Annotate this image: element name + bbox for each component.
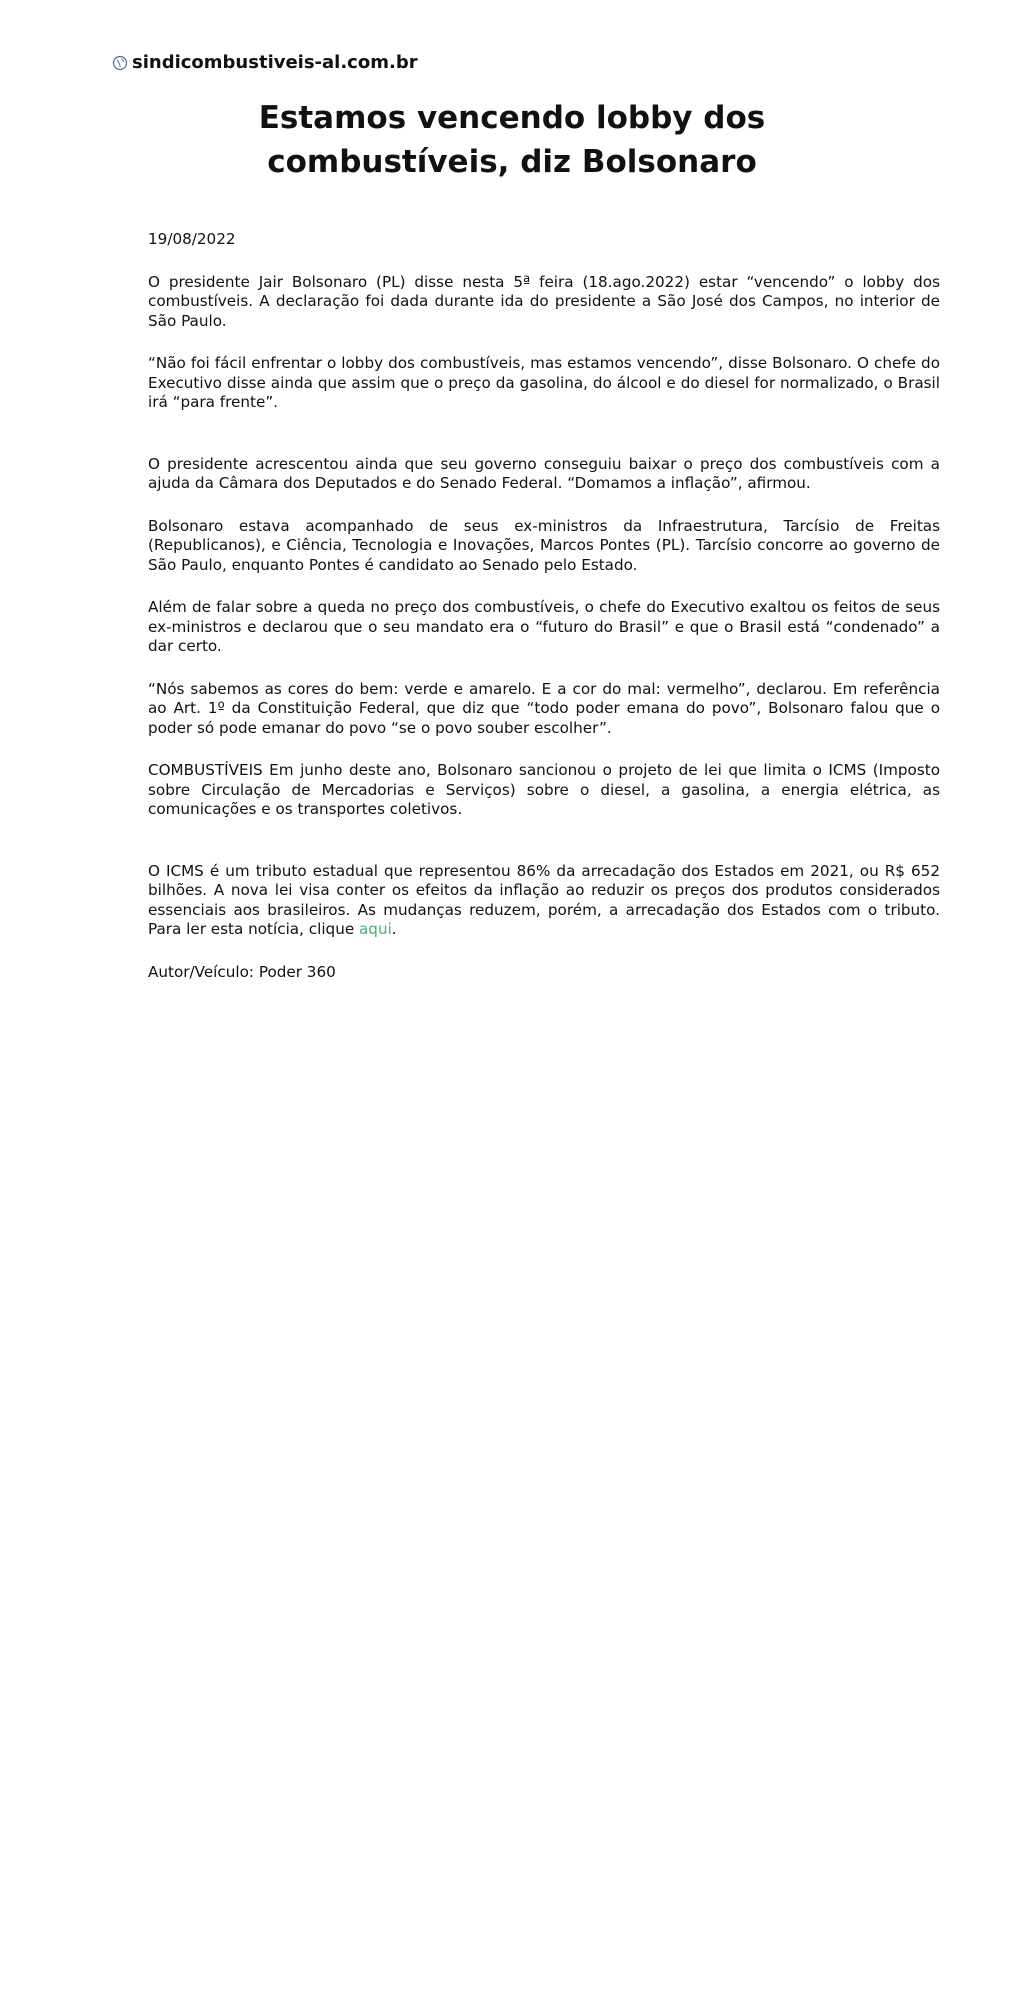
article-paragraph: O presidente acrescentou ainda que seu governo conseguiu baixar o preço dos combustíveis com a ajuda da Câmara dos Deputados e do Senado Federal. “Domamos a inflação”, afirmou. (148, 454, 940, 492)
article-author: Autor/Veículo: Poder 360 (148, 962, 336, 981)
read-more-link[interactable]: aqui (359, 920, 392, 938)
article-paragraph: Além de falar sobre a queda no preço dos combustíveis, o chefe do Executivo exaltou os feitos de seus ex-ministros e declarou que o seu mandato era o “futuro do Brasil” e que o Brasil está “condenado” a dar certo. (148, 598, 940, 655)
article-date: 19/08/2022 (148, 230, 236, 248)
link-trailer: . (391, 920, 397, 938)
site-name: sindicombustiveis-al.com.br (132, 52, 418, 73)
site-header (112, 52, 418, 73)
article-body (148, 230, 940, 1005)
article-paragraph: Bolsonaro estava acompanhado de seus ex-ministros da Infraestrutura, Tarcísio de Freitas (Republicanos), e Ciência, Tecnologia e Inovações, Marcos Pontes (PL). Tarcísio concorre ao governo de São Paulo, enquanto Pontes é candidato ao Senado pelo Estado. (148, 516, 940, 574)
article-paragraph: “Não foi fácil enfrentar o lobby dos combustíveis, mas estamos vencendo”, disse Bolsonaro. O chefe do Executivo disse ainda que assim que o preço da gasolina, do álcool e do diesel for normalizado, o Brasil irá “para frente”. (148, 354, 940, 411)
page-title: Estamos vencendo lobby dos combustíveis, diz Bolsonaro (258, 100, 766, 180)
article-paragraph-last (148, 862, 940, 940)
article-paragraph: COMBUSTÍVEIS Em junho deste ano, Bolsonaro sancionou o projeto de lei que limita o ICMS (Imposto sobre Circulação de Mercadorias e Serviços) sobre o diesel, a gasolina, a energia elétrica, as comunicações e os transportes coletivos. (148, 761, 940, 818)
article-paragraph: “Nós sabemos as cores do bem: verde e amarelo. E a cor do mal: vermelho”, declarou. Em referência ao Art. 1º da Constituição Federal, que diz que “todo poder emana do povo”, Bolsonaro falou que o poder só pode emanar do povo “se o povo souber escolher”. (148, 679, 940, 737)
article-paragraph: O presidente Jair Bolsonaro (PL) disse nesta 5ª feira (18.ago.2022) estar “vencendo” o lobby dos combustíveis. A declaração foi dada durante ida do presidente a São José dos Campos, no interior de São Paulo. (148, 272, 940, 330)
last-paragraph-text: O ICMS é um tributo estadual que representou 86% da arrecadação dos Estados em 2021, ou R$ 652 bilhões. A nova lei visa conter os efeitos da inflação ao reduzir os preços dos produtos considerados essenciais aos brasileiros. As mudanças reduzem, porém, a arrecadação dos Estados com o tributo. Para ler esta notícia, clique (148, 861, 940, 938)
globe-icon (112, 55, 128, 71)
